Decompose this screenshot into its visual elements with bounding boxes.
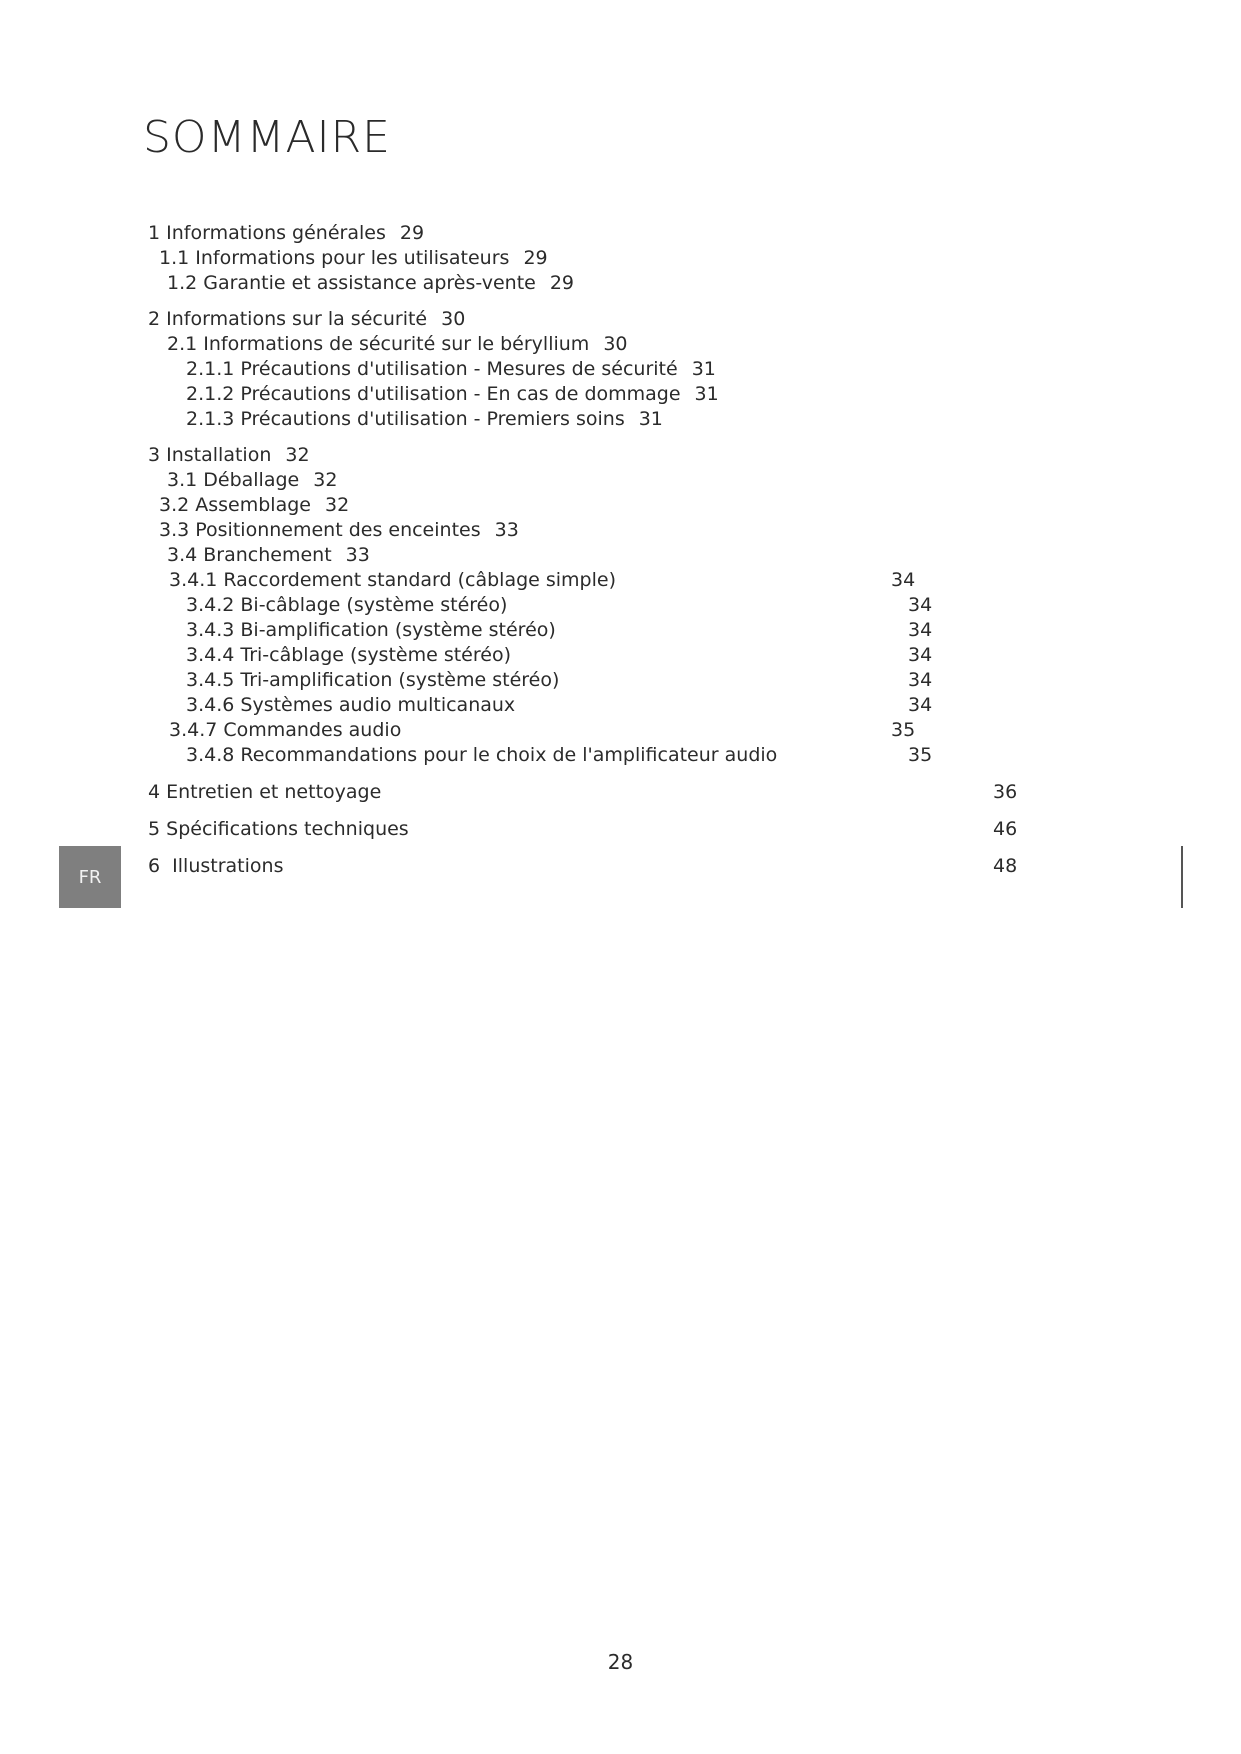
toc-entry-page: 31	[691, 358, 716, 380]
toc-entry-2-1-1[interactable]	[186, 357, 716, 381]
toc-entry-5[interactable]	[148, 817, 409, 841]
toc-entry-label: 2.1.3 Précautions d'utilisation - Premiers soins	[186, 408, 625, 430]
toc-entry-page: 34	[908, 619, 933, 641]
toc-entry-1-2[interactable]	[167, 271, 574, 295]
toc-entry-label: 3.4 Branchement	[167, 544, 332, 566]
toc-entry-page: 29	[399, 222, 425, 244]
toc-entry-3-4-6[interactable]	[186, 693, 515, 717]
toc-entry-label: 3 Installation	[148, 444, 272, 466]
toc-entry-page: 32	[313, 469, 338, 491]
toc-entry-label: 2.1.1 Précautions d'utilisation - Mesures de sécurité	[186, 358, 678, 380]
toc-entry-1[interactable]	[148, 221, 424, 245]
toc-entry-page: 31	[638, 408, 663, 430]
toc-entry-2-1-2[interactable]	[186, 382, 719, 406]
toc-entry-label: 3.4.8 Recommandations pour le choix de l'amplificateur audio	[186, 744, 778, 766]
toc-entry-3-4[interactable]	[167, 543, 370, 567]
toc-entry-3-4-3[interactable]	[186, 618, 556, 642]
toc-entry-label: 3.4.7 Commandes audio	[169, 719, 402, 741]
toc-entry-page: 34	[891, 569, 916, 591]
toc-entry-page: 36	[993, 781, 1018, 803]
toc-entry-label: 3.4.6 Systèmes audio multicanaux	[186, 694, 516, 716]
toc-entry-page: 34	[908, 669, 933, 691]
toc-entry-label: 1 Informations générales	[148, 222, 386, 244]
language-tab-label: FR	[78, 866, 102, 888]
toc-entry-page: 33	[345, 544, 370, 566]
toc-entry-label: 3.2 Assemblage	[159, 494, 311, 516]
toc-entry-label: 1.1 Informations pour les utilisateurs	[159, 247, 510, 269]
toc-entry-page: 32	[324, 494, 350, 516]
toc-entry-2-1[interactable]	[167, 332, 628, 356]
toc-entry-label: 2.1.2 Précautions d'utilisation - En cas de dommage	[186, 383, 681, 405]
toc-entry-3-1[interactable]	[167, 468, 337, 492]
toc-entry-page: 34	[908, 694, 933, 716]
toc-entry-label: 5 Spécifications techniques	[148, 818, 409, 840]
toc-entry-label: 2.1 Informations de sécurité sur le béryllium	[167, 333, 590, 355]
toc-entry-4[interactable]	[148, 780, 381, 804]
toc-entry-3-3[interactable]	[159, 518, 519, 542]
toc-entry-page: 31	[694, 383, 719, 405]
toc-entry-page: 46	[993, 818, 1018, 840]
toc-entry-2[interactable]	[148, 307, 465, 331]
toc-entry-3[interactable]	[148, 443, 310, 467]
toc-entry-page: 29	[523, 247, 548, 269]
toc-entry-page: 35	[908, 744, 933, 766]
toc-entry-label: 3.1 Déballage	[167, 469, 300, 491]
toc-entry-label: 6 Illustrations	[148, 855, 284, 877]
toc-entry-page: 35	[891, 719, 916, 741]
toc-entry-label: 3.4.3 Bi-amplification (système stéréo)	[186, 619, 556, 641]
toc-entry-3-4-7[interactable]	[169, 718, 401, 742]
toc-entry-page: 34	[908, 644, 933, 666]
toc-entry-2-1-3[interactable]	[186, 407, 663, 431]
toc-entry-3-4-1[interactable]	[169, 568, 616, 592]
toc-entry-page: 34	[908, 594, 933, 616]
toc-entry-page: 30	[603, 333, 628, 355]
toc-entry-label: 3.4.5 Tri-amplification (système stéréo)	[186, 669, 560, 691]
edge-divider	[1181, 846, 1183, 908]
toc-entry-1-1[interactable]	[159, 246, 548, 270]
toc-entry-label: 3.4.4 Tri-câblage (système stéréo)	[186, 644, 511, 666]
toc-entry-page: 29	[549, 272, 575, 294]
toc-entry-3-2[interactable]	[159, 493, 349, 517]
toc-entry-page: 30	[441, 308, 466, 330]
toc-entry-page: 48	[993, 855, 1018, 877]
toc-entry-3-4-4[interactable]	[186, 643, 511, 667]
toc-entry-3-4-8[interactable]	[186, 743, 777, 767]
page-title: SOMMAIRE	[143, 112, 391, 163]
toc-entry-label: 3.4.2 Bi-câblage (système stéréo)	[186, 594, 508, 616]
toc-entry-label: 1.2 Garantie et assistance après-vente	[167, 272, 536, 294]
page-number: 28	[607, 1650, 634, 1674]
toc-entry-page: 32	[285, 444, 310, 466]
toc-entry-3-4-2[interactable]	[186, 593, 507, 617]
toc-entry-label: 3.3 Positionnement des enceintes	[159, 519, 481, 541]
toc-entry-label: 4 Entretien et nettoyage	[148, 781, 382, 803]
toc-entry-6[interactable]	[148, 854, 283, 878]
language-tab	[59, 846, 121, 908]
toc-entry-page: 33	[494, 519, 519, 541]
toc-entry-label: 3.4.1 Raccordement standard (câblage simple)	[169, 569, 617, 591]
toc-entry-3-4-5[interactable]	[186, 668, 559, 692]
toc-entry-label: 2 Informations sur la sécurité	[148, 308, 428, 330]
